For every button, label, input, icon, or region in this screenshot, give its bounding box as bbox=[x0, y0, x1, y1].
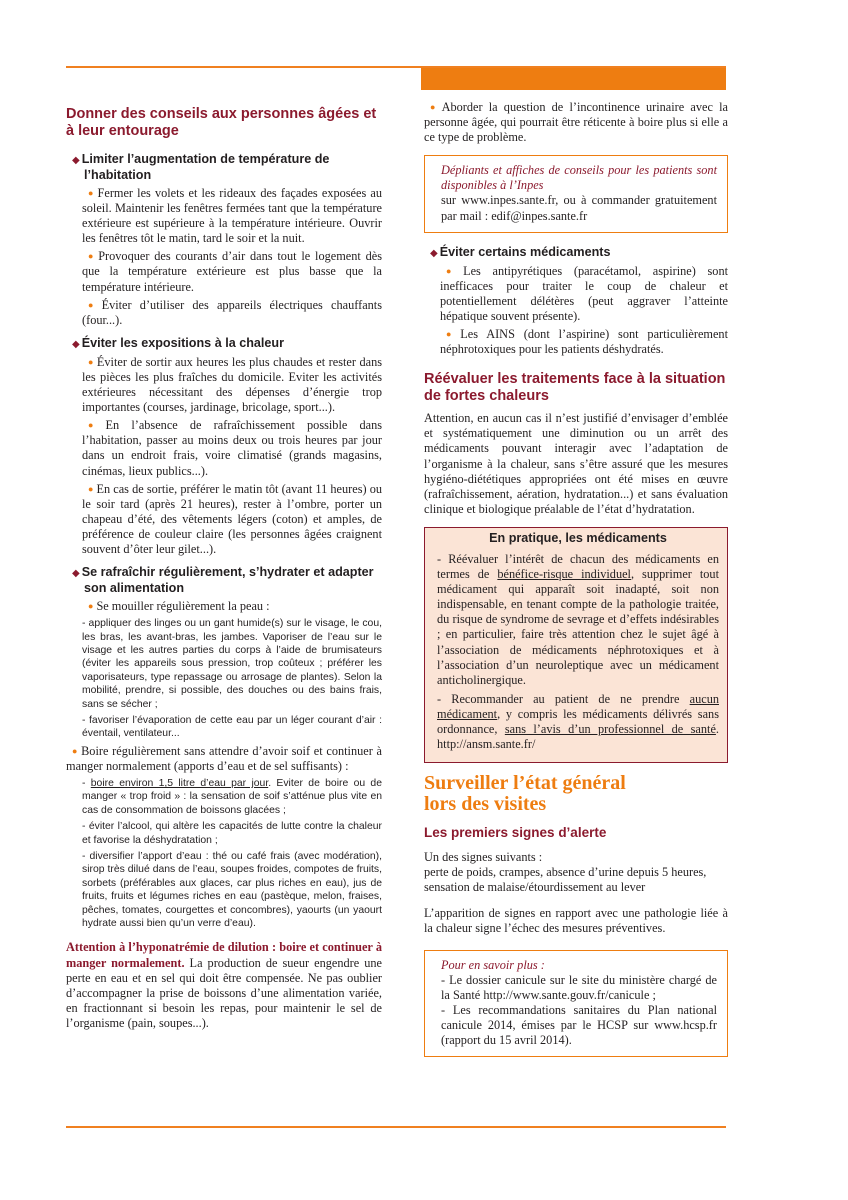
bullet-icon: ● bbox=[88, 601, 94, 612]
main-section-title: Surveiller l’état général lors des visites bbox=[424, 772, 626, 816]
bullet-icon: ● bbox=[430, 102, 439, 112]
info-box-title: Pour en savoir plus : bbox=[441, 957, 545, 972]
bullet-icon: ● bbox=[88, 483, 94, 494]
alert-signs: Un des signes suivants : perte de poids, crampes, absence d’urine depuis 5 heures, sensation de malaise/étourdissement au lever bbox=[424, 850, 707, 895]
subsection-title: ◆ Éviter les expositions à la chaleur bbox=[72, 335, 284, 350]
right-column bbox=[424, 100, 728, 1069]
list-item: ● Éviter de sortir aux heures les plus chaudes et rester dans les pièces les plus fraîches du domicile. Eviter les activités extérieures nécessitant des dépenses d’énergie trop importantes (courses, jardinage, bricolage, sport...). bbox=[82, 354, 383, 415]
bullet-icon: ● bbox=[88, 356, 94, 367]
diamond-bullet-icon: ◆ bbox=[72, 568, 80, 580]
list-item: ● En cas de sortie, préférer le matin tôt (avant 11 heures) ou le soir tard (après 21 heures), rester à l’ombre, porter un chapeau d’été, des vêtements légers (coton) et amples, de préférence de couleur claire (les personnes âgées craignent souvent d’ôter leur gilet...). bbox=[82, 481, 382, 556]
info-box-text: - Les recommandations sanitaires du Plan national canicule 2014, émises par le HCSP sur www.hcsp.fr (rapport du 15 avril 2014). bbox=[441, 1003, 717, 1048]
list-item: ● Aborder la question de l’incontinence urinaire avec la personne âgée, qui pourrait être réticente à boire plus si elle a ce type de problème. bbox=[424, 100, 728, 145]
detail-item: - éviter l’alcool, qui altère les capacités de lutte contre la chaleur et favorise la déshydratation ; bbox=[82, 821, 382, 846]
body-paragraph: Attention, en aucun cas il n’est justifié d’envisager d’emblée et systématiquement une diminution ou un arrêt des médicaments pouvant interagir avec l’adaptation de l’organisme à la chaleur, sans s’être assuré que les mesures hygiéno-diététiques appropriées ont été mises en œuvre (rafraîchissement, aération, hydratation...) et sans évaluation clinique et biologique préalable de l’état d’hydratation. bbox=[424, 411, 728, 516]
detail-item: - favoriser l’évaporation de cette eau par un léger courant d’air : éventail, ventilateur... bbox=[82, 715, 382, 740]
bullet-icon: ● bbox=[88, 420, 103, 431]
practice-item: - Réévaluer l’intérêt de chacun des médicaments en termes de bénéfice-risque individuel, supprimer tout médicament qui apparaît soit inadapté, soit non indispensable, en tenant compte de la pathologie traitée, du risque de syndrome de sevrage et d’effets indésirables ; en particulier, faire très attention chez le sujet âgé à l’association de médicaments néphrotoxiques et à l’association d’un neuroleptique avec un médicament anticholinergique. bbox=[437, 551, 719, 687]
bullet-icon: ● bbox=[88, 299, 99, 310]
section-heading: Réévaluer les traitements face à la situation de fortes chaleurs bbox=[424, 371, 726, 405]
subsection-title: ◆ Limiter l’augmentation de température de l’habitation bbox=[72, 152, 330, 182]
detail-item: - boire environ 1,5 litre d’eau par jour. Eviter de boire ou de manger « trop froid » : la sensation de soif s’atténue plus vite en cas de consommation de boissons glacées ; bbox=[82, 778, 382, 816]
alert-subtitle: Les premiers signes d’alerte bbox=[424, 825, 607, 841]
diamond-bullet-icon: ◆ bbox=[72, 155, 80, 166]
list-item: ● En l’absence de rafraîchissement possible dans l’habitation, passer au moins deux ou trois heures par jour dans un endroit frais, voire climatisé (grands magasins, cinémas, lieux publics...). bbox=[82, 418, 383, 478]
bottom-rule bbox=[66, 1126, 726, 1128]
subsection-title: ◆ Se rafraîchir régulièrement, s’hydrater et adapter son alimentation bbox=[72, 565, 374, 596]
list-item: ● Éviter d’utiliser des appareils électriques chauffants (four...). bbox=[82, 297, 382, 327]
diamond-bullet-icon: ◆ bbox=[72, 338, 80, 350]
info-box-text: sur www.inpes.sante.fr, ou à commander gratuitement par mail : edif@inpes.sante.fr bbox=[441, 193, 717, 223]
header-accent-block bbox=[421, 68, 726, 90]
detail-item: - diversifier l’apport d’eau : thé ou café frais (avec modération), sirop très dilué dans de l’eau, soupes froides, compotes de fruits, sorbets (préférables aux glaces, car plus riches en eau), jus de fruits, fruits et légumes riches en eau (pastèque, melon, fraises, pêches, tomates, courgettes et concombres), yaourts (un yaourt hydrate aussi bien qu’un verre d’eau). bbox=[82, 851, 382, 930]
list-item: ● Boire régulièrement sans attendre d’avoir soif et continuer à manger normalement (apports d’eau et de sel suffisants) : bbox=[66, 743, 382, 773]
bullet-icon: ● bbox=[88, 188, 95, 198]
detail-item: - appliquer des linges ou un gant humide(s) sur le visage, le cou, les bras, les avant-bras, les jambes. Vaporiser de l’eau sur le visage et les autres parties du corps à l’aide de brumisateurs (éviter les appareils sous pression, trop coûteux ; préférer les vaporisateurs, type repassage ou arrosage de plantes). Selon la mobilité, prendre, si possible, des douches ou des bains frais, sans se sécher ; bbox=[82, 618, 382, 710]
section-heading: Donner des conseils aux personnes âgées et à leur entourage bbox=[66, 106, 377, 139]
bullet-icon: ● bbox=[446, 329, 458, 340]
info-box-title: Dépliants et affiches de conseils pour les patients sont disponibles à l’Inpes bbox=[441, 163, 717, 193]
warning-paragraph: Attention à l’hyponatrémie de dilution : boire et continuer à manger normalement. La production de sueur engendre une perte en eau et en sel qui doit être compensée. Ne pas oublier d’accompagner la prise de boissons d’une alimentation variée, en fractionnant si besoin les repas, pour maintenir le sel de l’organisme (pain, soupes...). bbox=[66, 940, 382, 1030]
bullet-icon: ● bbox=[88, 251, 96, 262]
more-info-box bbox=[424, 950, 728, 1058]
list-item: ● Provoquer des courants d’air dans tout le logement dès que la température extérieure est plus basse que la température intérieure. bbox=[82, 249, 383, 294]
diamond-bullet-icon: ◆ bbox=[430, 247, 438, 259]
inpes-info-box bbox=[424, 155, 728, 232]
list-item: ● Les AINS (dont l’aspirine) sont particulièrement néphrotoxiques pour les patients déshydratés. bbox=[440, 327, 729, 357]
practice-item: - Recommander au patient de ne prendre aucun médicament, y compris les médicaments délivrés sans ordonnance, sans l’avis d’un professionnel de santé. http://ansm.sante.fr/ bbox=[437, 691, 719, 752]
info-box-text: - Le dossier canicule sur le site du ministère chargé de la Santé http://www.sante.gouv.fr/canicule ; bbox=[441, 972, 717, 1002]
list-item: ● Se mouiller régulièrement la peau : bbox=[88, 599, 270, 614]
practice-box-title: En pratique, les médicaments bbox=[489, 530, 667, 545]
bullet-icon: ● bbox=[72, 745, 79, 756]
bullet-icon: ● bbox=[446, 265, 461, 276]
list-item: ● Fermer les volets et les rideaux des façades exposées au soleil. Maintenir les fenêtres fermées tant que la température extérieure est supérieure à la température intérieure. Ouvrir les fenêtres tôt le matin, tard le soir et la nuit. bbox=[82, 186, 383, 246]
subsection-title: ◆ Éviter certains médicaments bbox=[430, 244, 611, 259]
practice-box bbox=[424, 527, 728, 763]
body-paragraph: L’apparition de signes en rapport avec une pathologie liée à la chaleur signe l’échec des mesures préventives. bbox=[424, 905, 728, 935]
list-item: ● Les antipyrétiques (paracétamol, aspirine) sont inefficaces pour traiter le coup de chaleur et potentiellement délétères (peut aggraver l’atteinte hépatique souvent présente). bbox=[440, 263, 729, 323]
left-column bbox=[66, 100, 382, 1035]
